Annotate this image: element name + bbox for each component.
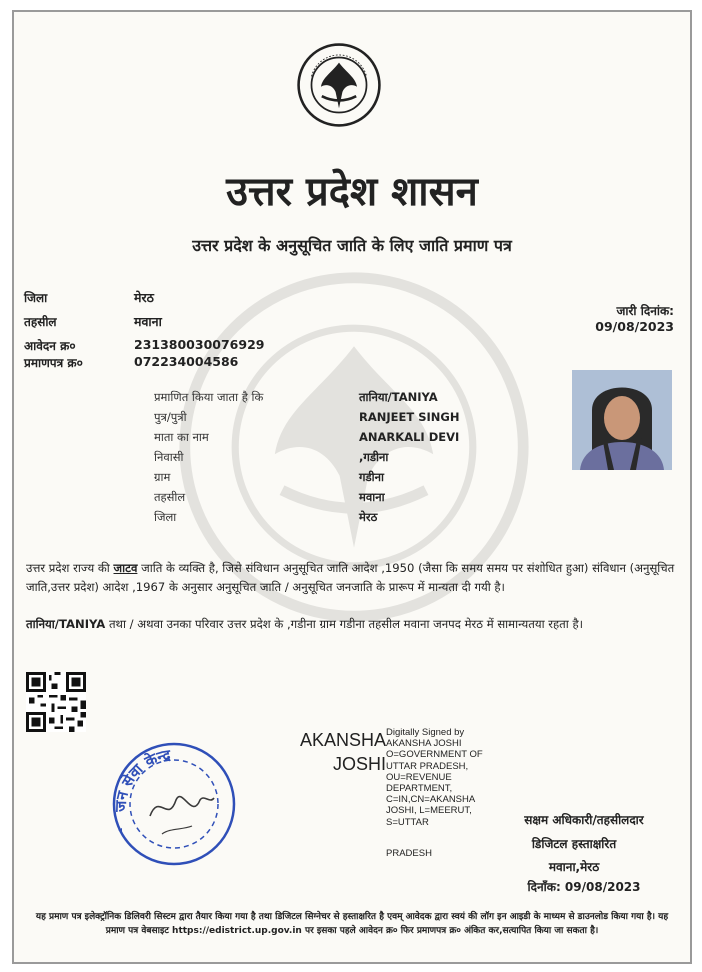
certificate-subtitle: उत्तर प्रदेश के अनुसूचित जाति के लिए जाति प्रमाण पत्र bbox=[192, 236, 512, 255]
para2-name: तानिया/TANIYA bbox=[26, 617, 106, 631]
up-govt-emblem-icon bbox=[296, 42, 382, 128]
residence-paragraph bbox=[26, 615, 678, 634]
para1-rest: जाति के व्यक्ति है, जिसे संविधान अनुसूचित जाति आदेश ,1950 (जैसा कि समय समय पर संशोधित हुआ) संविधान (अनुसूचित जाति,उत्तर प्रदेश) आदेश ,1967 के अनुसार अनुसूचित जाति / अनुसूचित जनजाति के प्रारूप में मान्यता दी गयी है। bbox=[26, 561, 675, 594]
district-label: जिला bbox=[24, 291, 48, 305]
digital-signature-tail: PRADESH bbox=[386, 848, 432, 859]
applicant-photo bbox=[572, 370, 672, 470]
certificate-page bbox=[12, 10, 692, 964]
signer-name-line1: AKANSHA bbox=[299, 730, 386, 750]
district-row-label: जिला bbox=[154, 510, 177, 524]
officer-title: सक्षम अधिकारी/तहसीलदार bbox=[524, 813, 644, 827]
certificate-number-value: 072234004586 bbox=[134, 354, 239, 369]
mother-name: ANARKALI DEVI bbox=[359, 430, 460, 444]
holder-name: तानिया/TANIYA bbox=[359, 390, 438, 404]
tehsil-row-value: मवाना bbox=[359, 490, 385, 504]
resident-value: ,गडीना bbox=[359, 450, 389, 464]
digital-signature-details: Digitally Signed by AKANSHA JOSHI O=GOVERNMENT OF UTTAR PRADESH, OU=REVENUE DEPARTMENT, C=IN,CN=AKANSHA JOSHI, L=MEERUT, S=UTTAR bbox=[386, 727, 483, 828]
officer-date: दिनाँक: 09/08/2023 bbox=[527, 880, 641, 894]
village-label: ग्राम bbox=[154, 470, 171, 484]
tehsil-label: तहसील bbox=[24, 315, 57, 329]
qr-code-icon[interactable] bbox=[26, 672, 86, 732]
parent-label: पुत्र/पुत्री bbox=[154, 410, 187, 424]
svg-text:जन सेवा केन्द्र bbox=[112, 746, 173, 813]
certificate-number-label: प्रमाणपत्र क्र० bbox=[24, 356, 83, 370]
jan-seva-kendra-stamp-icon bbox=[104, 734, 244, 874]
tehsil-value: मवाना bbox=[134, 314, 162, 329]
application-number-label: आवेदन क्र० bbox=[24, 339, 76, 353]
resident-label: निवासी bbox=[154, 450, 184, 464]
stamp-text: जन सेवा केन्द्र bbox=[111, 745, 172, 813]
tehsil-row-label: तहसील bbox=[154, 490, 186, 504]
signer-name-line2: JOSHI bbox=[332, 754, 386, 774]
para1-start: उत्तर प्रदेश राज्य की bbox=[26, 561, 114, 575]
district-row-value: मेरठ bbox=[359, 510, 378, 524]
page-title: उत्तर प्रदेश शासन bbox=[226, 169, 478, 215]
caste-name: जाटव bbox=[113, 561, 138, 575]
officer-place: मवाना,मेरठ bbox=[548, 860, 600, 874]
issue-date-value: 09/08/2023 bbox=[595, 319, 674, 334]
mother-label: माता का नाम bbox=[154, 430, 209, 444]
father-name: RANJEET SINGH bbox=[359, 410, 460, 424]
application-number-value: 231380030076929 bbox=[134, 337, 265, 352]
para2-rest: तथा / अथवा उनका परिवार उत्तर प्रदेश के ,गडीना ग्राम गडीना तहसील मवाना जनपद मेरठ में सामान्यतया रहता है। bbox=[105, 617, 584, 631]
certify-label: प्रमाणित किया जाता है कि bbox=[154, 390, 264, 404]
issue-date-label: जारी दिनांक: bbox=[616, 304, 674, 318]
signer-name bbox=[290, 728, 386, 776]
caste-paragraph bbox=[26, 559, 678, 597]
village-value: गडीना bbox=[359, 470, 384, 484]
district-value: मेरठ bbox=[134, 290, 154, 305]
person-icon bbox=[572, 370, 672, 470]
officer-subtitle: डिजिटल हस्ताक्षरित bbox=[531, 837, 617, 851]
footer-note: यह प्रमाण पत्र इलेक्ट्रॉनिक डिलिवरी सिस्टम द्वारा तैयार किया गया है तथा डिजिटल सिग्नेचर से हस्ताक्षरित है एवम् आवेदक द्वारा स्वयं की लॉग इन आइडी के माध्यम से डाउनलोड किया गया है। यह प्रमाण पत्र वेबसाइट https://edistrict.up.gov.in पर इसका पहले आवेदन क्र० फिर प्रमाणपत्र क्र० अंकित कर,सत्यापित किया जा सकता है। bbox=[35, 912, 669, 936]
